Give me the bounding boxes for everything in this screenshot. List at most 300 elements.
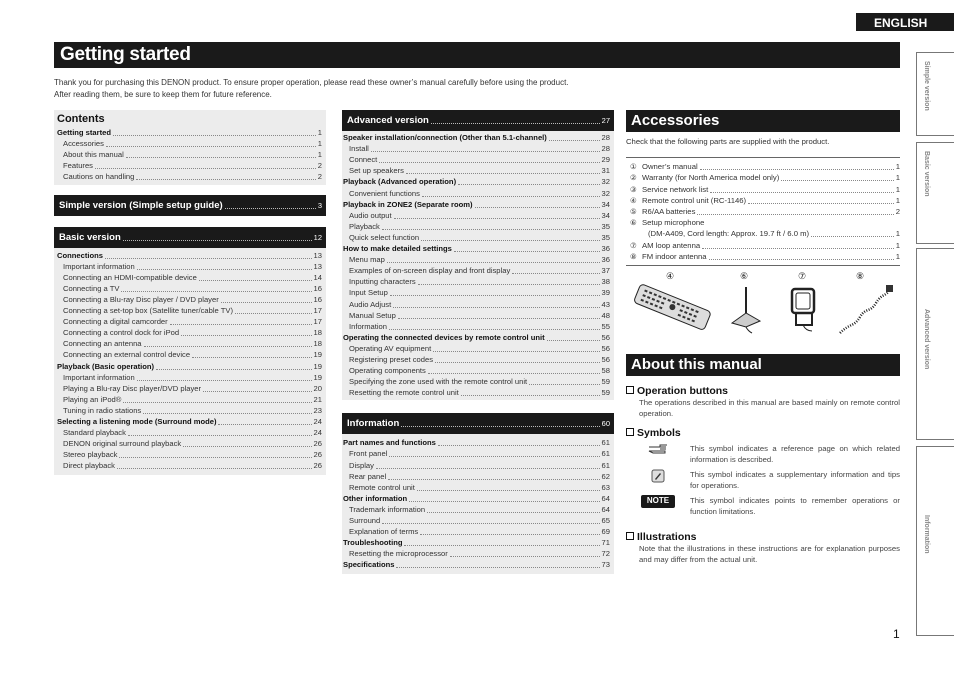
- toc-entry-page: 2: [317, 172, 322, 182]
- toc-entry-label: Connecting an external control device: [63, 350, 191, 360]
- leader-dots: [417, 490, 600, 491]
- toc-entry-page: 13: [313, 261, 322, 271]
- toc-entry-page: 36: [601, 244, 610, 254]
- leader-dots: [428, 373, 600, 374]
- toc-entry-label: Connecting a Blu-ray Disc player / DVD player: [63, 294, 219, 304]
- toc-entry[interactable]: [57, 427, 322, 438]
- toc-section-entry[interactable]: [343, 537, 610, 548]
- toc-simple-version[interactable]: [54, 195, 326, 216]
- toc-entry-label: Playback: [349, 221, 380, 231]
- leader-dots: [105, 258, 312, 259]
- toc-entry[interactable]: [57, 405, 322, 416]
- toc-entry-page: 17: [313, 306, 322, 316]
- leader-dots: [422, 196, 600, 197]
- toc-entry-label: Explanation of terms: [349, 527, 419, 537]
- toc-entry-label: DENON original surround playback: [63, 439, 182, 449]
- toc-entry-label: Quick select function: [349, 232, 420, 242]
- toc-entry[interactable]: [57, 327, 322, 338]
- toc-entry-label: Trademark information: [349, 504, 426, 514]
- toc-section-entry[interactable]: [57, 360, 322, 371]
- toc-entry-label: Front panel: [349, 449, 388, 459]
- accessories-heading: Accessories: [626, 110, 900, 132]
- leader-dots: [137, 269, 312, 270]
- toc-entry-page: 73: [601, 560, 610, 570]
- leader-dots: [183, 446, 311, 447]
- operation-buttons-heading: [626, 385, 900, 397]
- toc-column-middle: [342, 110, 614, 574]
- toc-entry[interactable]: [343, 298, 610, 309]
- accessory-number: ①: [630, 162, 637, 172]
- leader-dots: [379, 162, 599, 163]
- toc-section-entry[interactable]: [57, 416, 322, 427]
- toc-entry-label: Connect: [349, 155, 378, 165]
- accessory-number: ⑤: [630, 206, 637, 216]
- symbol-row-note: [626, 495, 900, 517]
- leader-dots: [181, 335, 311, 336]
- toc-entry-label: Install: [349, 144, 369, 154]
- am-loop-antenna-illustration: [786, 285, 822, 333]
- toc-entry-page: 43: [601, 299, 610, 309]
- toc-entry-label: Important information: [63, 372, 135, 382]
- leader-dots: [702, 248, 894, 249]
- toc-entry[interactable]: [343, 548, 610, 559]
- toc-entry[interactable]: [343, 287, 610, 298]
- pic-label-remote: ④: [666, 270, 675, 281]
- leader-dots: [450, 556, 600, 557]
- leader-dots: [458, 184, 599, 185]
- toc-entry[interactable]: [343, 459, 610, 470]
- leader-dots: [709, 259, 894, 260]
- language-tab: ENGLISH: [856, 13, 954, 31]
- accessory-item: [630, 206, 900, 217]
- pointing-hand-icon: [626, 443, 690, 465]
- accessory-label: (DM-A409, Cord length: Approx. 19.7 ft / 6.0 m): [648, 229, 810, 239]
- advanced-version-box: [342, 131, 614, 400]
- leader-dots: [123, 402, 311, 403]
- section-label: Advanced version: [347, 115, 429, 126]
- toc-entry[interactable]: [343, 376, 610, 387]
- toc-entry-label: Playback in ZONE2 (Separate room): [343, 199, 473, 209]
- leader-dots: [235, 313, 312, 314]
- section-label: Basic version: [59, 232, 121, 244]
- accessory-label: Setup microphone: [642, 218, 705, 228]
- toc-entry-page: 56: [601, 343, 610, 353]
- accessory-label: Warranty (for North America model only): [642, 173, 780, 183]
- leader-dots: [218, 424, 311, 425]
- checkbox-square-icon: [626, 386, 634, 394]
- basic-version-box: [54, 248, 326, 475]
- toc-entry-label: Display: [349, 460, 374, 470]
- toc-entry[interactable]: [57, 149, 322, 160]
- leader-dots: [170, 324, 312, 325]
- toc-entry-page: 35: [601, 232, 610, 242]
- leader-dots: [431, 123, 600, 124]
- toc-entry[interactable]: [343, 504, 610, 515]
- toc-entry[interactable]: [343, 471, 610, 482]
- toc-entry-page: 26: [313, 461, 322, 471]
- toc-entry[interactable]: [57, 460, 322, 471]
- accessory-item: [630, 251, 900, 262]
- toc-entry-label: Connecting an antenna: [63, 339, 142, 349]
- leader-dots: [512, 273, 599, 274]
- toc-entry-label: Cautions on handling: [63, 172, 135, 182]
- toc-entry-page: 39: [601, 288, 610, 298]
- leader-dots: [117, 468, 312, 469]
- section-page: 60: [601, 419, 610, 429]
- symbols-heading: [626, 427, 900, 439]
- toc-entry-page: 13: [313, 250, 322, 260]
- symbol-text-note: This symbol indicates points to remember operations or function limitations.: [690, 495, 900, 516]
- toc-entry-page: 34: [601, 199, 610, 209]
- toc-advanced-version[interactable]: [342, 110, 614, 131]
- section-label: Information: [347, 418, 400, 430]
- toc-entry-page: 38: [601, 277, 610, 287]
- toc-entry-page: 65: [601, 516, 610, 525]
- toc-entry-label: Direct playback: [63, 461, 115, 471]
- toc-entry-page: 64: [601, 504, 610, 514]
- intro-line: After reading them, be sure to keep them for future reference.: [54, 90, 272, 99]
- toc-entry-page: 20: [313, 383, 322, 393]
- toc-entry-page: 28: [601, 144, 610, 154]
- toc-entry-label: Other information: [343, 493, 408, 503]
- accessory-item: [630, 161, 900, 172]
- toc-entry-page: 72: [601, 549, 610, 559]
- leader-dots: [390, 295, 600, 296]
- toc-section-entry[interactable]: [343, 332, 610, 343]
- toc-entry-page: 16: [313, 294, 322, 304]
- toc-entry[interactable]: [343, 276, 610, 287]
- toc-entry-label: Specifying the zone used with the remote control unit: [349, 377, 528, 387]
- leader-dots: [376, 468, 600, 469]
- remote-control-illustration: [630, 283, 714, 333]
- toc-entry-label: Selecting a listening mode (Surround mode): [57, 416, 217, 426]
- toc-entry-label: Connecting a digital camcorder: [63, 317, 168, 327]
- toc-section-entry[interactable]: [343, 199, 610, 210]
- operation-buttons-title: Operation buttons: [637, 384, 728, 397]
- accessories-illustrations: [626, 269, 900, 335]
- toc-basic-version[interactable]: [54, 227, 326, 248]
- toc-entry[interactable]: [343, 354, 610, 365]
- toc-entry[interactable]: [343, 387, 610, 398]
- toc-entry-page: 23: [313, 405, 322, 415]
- symbol-text-reference: This symbol indicates a reference page on which related information is described.: [690, 443, 900, 464]
- toc-entry[interactable]: [343, 321, 610, 332]
- page-number: 1: [893, 627, 900, 641]
- side-tab-basic-version[interactable]: [916, 142, 954, 244]
- illustrations-title: Illustrations: [637, 530, 697, 543]
- toc-entry-label: Surround: [349, 516, 381, 525]
- toc-entry[interactable]: [57, 338, 322, 349]
- toc-entry[interactable]: [343, 343, 610, 354]
- leader-dots: [144, 346, 312, 347]
- toc-entry-page: 59: [601, 377, 610, 387]
- leader-dots: [396, 567, 599, 568]
- leader-dots: [433, 351, 599, 352]
- toc-entry-label: Information: [349, 321, 387, 331]
- toc-entry-page: 71: [601, 538, 610, 548]
- toc-section-entry[interactable]: [343, 559, 610, 570]
- information-box: [342, 434, 614, 574]
- leader-dots: [106, 146, 316, 147]
- illustrations-heading: [626, 531, 900, 543]
- toc-entry-label: Connections: [57, 250, 103, 260]
- checkbox-square-icon: [626, 532, 634, 540]
- toc-entry-label: Operating the connected devices by remote control unit: [343, 332, 545, 342]
- toc-entry-page: 17: [313, 317, 322, 327]
- toc-entry[interactable]: [57, 449, 322, 460]
- toc-entry[interactable]: [343, 482, 610, 493]
- symbol-text-tips: This symbol indicates a supplementary information and tips for operations.: [690, 469, 900, 490]
- leader-dots: [156, 369, 311, 370]
- toc-entry-label: Operating AV equipment: [349, 343, 432, 353]
- leader-dots: [529, 384, 599, 385]
- toc-entry[interactable]: [343, 365, 610, 376]
- toc-entry[interactable]: [57, 372, 322, 383]
- toc-entry-label: Connecting a set-top box (Satellite tuner/cable TV): [63, 306, 233, 316]
- accessory-item: [630, 239, 900, 250]
- accessory-label: AM loop antenna: [642, 240, 701, 250]
- toc-entry-label: Resetting the microprocessor: [349, 549, 448, 559]
- toc-entry[interactable]: [343, 221, 610, 232]
- toc-entry[interactable]: [57, 383, 322, 394]
- toc-entry[interactable]: [343, 254, 610, 265]
- toc-entry-label: Inputting characters: [349, 277, 416, 287]
- leader-dots: [136, 179, 315, 180]
- accessory-label: Service network list: [642, 184, 709, 194]
- intro-text: [54, 77, 754, 101]
- toc-column-left: [54, 110, 326, 475]
- toc-entry-label: Features: [63, 161, 93, 171]
- side-tab-advanced-version[interactable]: [916, 248, 954, 440]
- toc-entry[interactable]: [57, 160, 322, 171]
- note-badge: NOTE: [641, 495, 675, 508]
- toc-entry-label: Connecting a TV: [63, 283, 120, 293]
- toc-entry-label: Set up speakers: [349, 166, 404, 176]
- leader-dots: [435, 362, 600, 363]
- leader-dots: [697, 214, 893, 215]
- information-list: [343, 437, 610, 570]
- accessory-item: [630, 183, 900, 194]
- toc-entry[interactable]: [343, 143, 610, 154]
- toc-entry-label: Convenient functions: [349, 188, 420, 198]
- toc-section-entry[interactable]: [343, 132, 610, 143]
- toc-entry-page: 32: [601, 188, 610, 198]
- toc-entry-page: 28: [601, 133, 610, 143]
- symbols-title: Symbols: [637, 426, 681, 439]
- accessory-quantity: 2: [895, 206, 900, 216]
- side-tab-label: Advanced version: [923, 309, 930, 370]
- leader-dots: [199, 280, 312, 281]
- pic-label-fm-antenna: ⑧: [856, 270, 865, 281]
- toc-entry-label: Important information: [63, 261, 135, 271]
- toc-entry-page: 18: [313, 328, 322, 338]
- toc-entry-label: Troubleshooting: [343, 538, 403, 548]
- accessory-label: Remote control unit (RC-1146): [642, 195, 747, 205]
- leader-dots: [388, 479, 599, 480]
- toc-entry-page: 35: [601, 221, 610, 231]
- leader-dots: [95, 168, 316, 169]
- toc-entry[interactable]: [57, 349, 322, 360]
- toc-entry-page: 56: [601, 354, 610, 364]
- accessory-number: ③: [630, 184, 637, 194]
- toc-entry-page: 26: [313, 439, 322, 449]
- toc-entry[interactable]: [343, 310, 610, 321]
- toc-entry-label: Playing an iPod®: [63, 394, 122, 404]
- leader-dots: [401, 426, 599, 427]
- toc-entry-page: 61: [601, 449, 610, 459]
- leader-dots: [113, 135, 316, 136]
- pic-label-microphone: ⑥: [740, 270, 749, 281]
- toc-entry[interactable]: [343, 165, 610, 176]
- toc-entry-page: 1: [317, 150, 322, 160]
- toc-entry[interactable]: [343, 154, 610, 165]
- toc-entry-label: Remote control unit: [349, 482, 415, 492]
- toc-section-entry[interactable]: [343, 176, 610, 187]
- basic-version-list: [57, 249, 322, 471]
- toc-entry-page: 62: [601, 471, 610, 481]
- toc-entry-page: 16: [313, 283, 322, 293]
- accessory-quantity: 1: [895, 162, 900, 172]
- symbol-row-tips: [626, 469, 900, 491]
- toc-entry[interactable]: [57, 294, 322, 305]
- toc-entry[interactable]: [343, 265, 610, 276]
- toc-entry-page: 61: [601, 460, 610, 470]
- toc-section-entry[interactable]: [343, 437, 610, 448]
- contents-list: [57, 127, 322, 182]
- accessory-number: ⑦: [630, 240, 637, 250]
- leader-dots: [438, 445, 600, 446]
- toc-entry[interactable]: [343, 187, 610, 198]
- toc-entry-page: 63: [601, 482, 610, 492]
- accessory-number: ⑥: [630, 218, 637, 228]
- accessory-item: [630, 228, 900, 239]
- leader-dots: [409, 501, 599, 502]
- side-tab-label: Simple version: [923, 61, 930, 111]
- toc-entry-page: 24: [313, 428, 322, 438]
- accessory-quantity: 1: [895, 251, 900, 261]
- leader-dots: [404, 545, 599, 546]
- leader-dots: [137, 380, 312, 381]
- about-manual-heading: About this manual: [626, 354, 900, 376]
- leader-dots: [454, 251, 600, 252]
- toc-entry[interactable]: [57, 272, 322, 283]
- toc-entry-page: 19: [313, 372, 322, 382]
- toc-entry[interactable]: [57, 394, 322, 405]
- leader-dots: [547, 340, 600, 341]
- toc-entry-label: Input Setup: [349, 288, 388, 298]
- side-tab-information[interactable]: [916, 446, 954, 636]
- toc-section-entry[interactable]: [343, 243, 610, 254]
- leader-dots: [382, 523, 599, 524]
- toc-entry-label: Resetting the remote control unit: [349, 388, 459, 398]
- toc-entry[interactable]: [343, 526, 610, 537]
- leader-dots: [406, 173, 600, 174]
- toc-entry-label: Menu map: [349, 255, 385, 265]
- symbol-row-reference: [626, 443, 900, 465]
- operation-buttons-text: The operations described in this manual are based mainly on remote control operation.: [639, 397, 900, 418]
- toc-entry-label: Getting started: [57, 128, 112, 138]
- toc-information[interactable]: [342, 413, 614, 434]
- leader-dots: [389, 329, 600, 330]
- toc-entry[interactable]: [343, 448, 610, 459]
- page-title: Getting started: [54, 42, 900, 68]
- leader-dots: [393, 307, 599, 308]
- accessory-number: ⑧: [630, 251, 637, 261]
- accessory-item: [630, 172, 900, 183]
- leader-dots: [121, 291, 311, 292]
- leader-dots: [128, 435, 312, 436]
- side-tab-label: Information: [923, 515, 930, 554]
- toc-entry[interactable]: [57, 438, 322, 449]
- toc-entry[interactable]: [343, 232, 610, 243]
- leader-dots: [549, 140, 600, 141]
- leader-dots: [119, 457, 311, 458]
- section-page: 3: [317, 201, 322, 211]
- accessory-item: [630, 195, 900, 206]
- side-tab-simple-version[interactable]: [916, 52, 954, 136]
- leader-dots: [421, 240, 599, 241]
- leader-dots: [418, 284, 600, 285]
- leader-dots: [371, 151, 600, 152]
- illustrations-text: Note that the illustrations in these instructions are for explanation purposes and may differ from the actual unit.: [639, 543, 900, 564]
- contents-title: Contents: [57, 113, 105, 125]
- accessory-label: R6/AA batteries: [642, 206, 696, 216]
- leader-dots: [203, 391, 312, 392]
- toc-section-entry[interactable]: [57, 249, 322, 260]
- accessory-number: ②: [630, 173, 637, 183]
- toc-section-entry[interactable]: [343, 493, 610, 504]
- leader-dots: [700, 169, 894, 170]
- toc-entry[interactable]: [57, 305, 322, 316]
- accessory-quantity: 1: [895, 173, 900, 183]
- accessory-quantity: 1: [895, 195, 900, 205]
- accessory-quantity: 1: [895, 184, 900, 194]
- section-label: Simple version (Simple setup guide): [59, 200, 223, 212]
- toc-entry-page: 2: [317, 161, 322, 171]
- toc-entry[interactable]: [343, 515, 610, 526]
- leader-dots: [475, 207, 600, 208]
- toc-entry-label: Tuning in radio stations: [63, 405, 142, 415]
- toc-entry-page: 48: [601, 310, 610, 320]
- toc-entry-page: 29: [601, 155, 610, 165]
- note-icon-cell: [626, 495, 690, 517]
- section-page: 27: [601, 116, 610, 125]
- toc-entry-label: Rear panel: [349, 471, 387, 481]
- toc-entry-label: Speaker installation/connection (Other than 5.1-channel): [343, 133, 547, 143]
- toc-entry[interactable]: [57, 261, 322, 272]
- checkbox-square-icon: [626, 428, 634, 436]
- leader-dots: [123, 240, 312, 241]
- toc-entry-label: Playback (Basic operation): [57, 361, 155, 371]
- leader-dots: [398, 318, 600, 319]
- contents-box: [54, 110, 326, 185]
- accessory-label: FM indoor antenna: [642, 251, 707, 261]
- toc-entry[interactable]: [57, 138, 322, 149]
- toc-entry[interactable]: [57, 171, 322, 182]
- toc-entry-label: Operating components: [349, 366, 426, 376]
- toc-entry[interactable]: [57, 316, 322, 327]
- toc-entry-page: 14: [313, 272, 322, 282]
- toc-section-entry[interactable]: [57, 127, 322, 138]
- toc-entry-page: 69: [601, 527, 610, 537]
- leader-dots: [389, 456, 599, 457]
- toc-entry[interactable]: [343, 210, 610, 221]
- toc-entry-label: Connecting a control dock for iPod: [63, 328, 180, 338]
- toc-entry-page: 34: [601, 210, 610, 220]
- pic-label-am-antenna: ⑦: [798, 270, 807, 281]
- toc-entry-label: Examples of on-screen display and front display: [349, 266, 511, 276]
- toc-entry[interactable]: [57, 283, 322, 294]
